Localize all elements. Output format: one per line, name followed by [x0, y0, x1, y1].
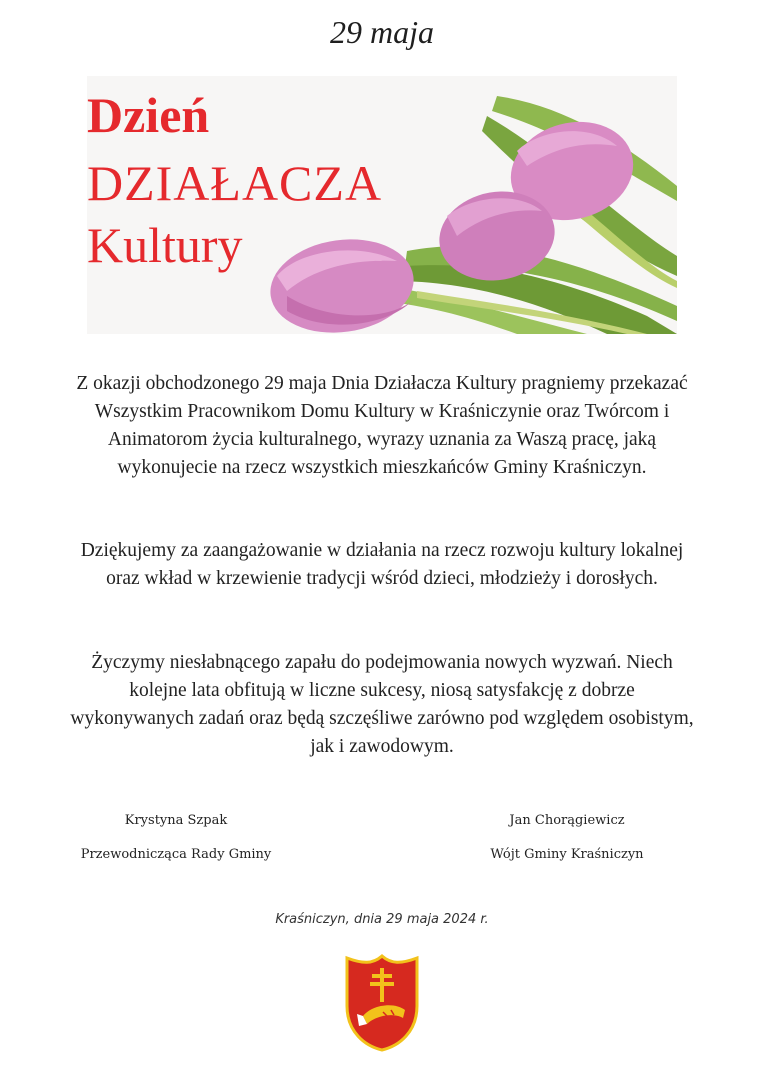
- signature-right-role: Wójt Gminy Kraśniczyn: [490, 847, 644, 862]
- banner-title-line2: DZIAŁACZA: [87, 155, 383, 211]
- paragraph-2: Dziękujemy za zaangażowanie w działania na rzecz rozwoju kultury lokalnej oraz wkład w krzewienie tradycji wśród dzieci, młodzieży i dorosłych.: [80, 540, 684, 589]
- paragraph-1: Z okazji obchodzonego 29 maja Dnia Działacza Kultury pragniemy przekazać Wszystkim Pracownikom Domu Kultury w Kraśniczynie oraz Twórcom i Animatorom życia kulturalnego, wyrazy uznania za Waszą pracę, jaką wykonujecie na rzecz wszystkich mieszkańców Gminy Kraśniczyn.: [76, 373, 688, 478]
- title-banner: [87, 76, 677, 334]
- signature-left-name: Krystyna Szpak: [124, 813, 228, 828]
- signature-right-name: Jan Chorągiewicz: [509, 813, 625, 828]
- header-date: 29 maja: [330, 14, 434, 50]
- signature-left: [66, 813, 286, 863]
- signature-right: [457, 813, 677, 863]
- paragraph-3: Życzymy niesłabnącego zapału do podejmowania nowych wyzwań. Niech kolejne lata obfitują w liczne sukcesy, niosą satysfakcję z dobrze wykonywanych zadań oraz będą szczęśliwe zarówno pod względem osobistym, jak i zawodowym.: [70, 652, 694, 757]
- banner-title-line3: Kultury: [87, 217, 243, 273]
- banner-title-line1: Dzień: [87, 87, 210, 143]
- signature-left-role: Przewodnicząca Rady Gminy: [80, 847, 272, 862]
- place-date: Kraśniczyn, dnia 29 maja 2024 r.: [275, 912, 489, 927]
- coat-of-arms-icon: [343, 954, 421, 1052]
